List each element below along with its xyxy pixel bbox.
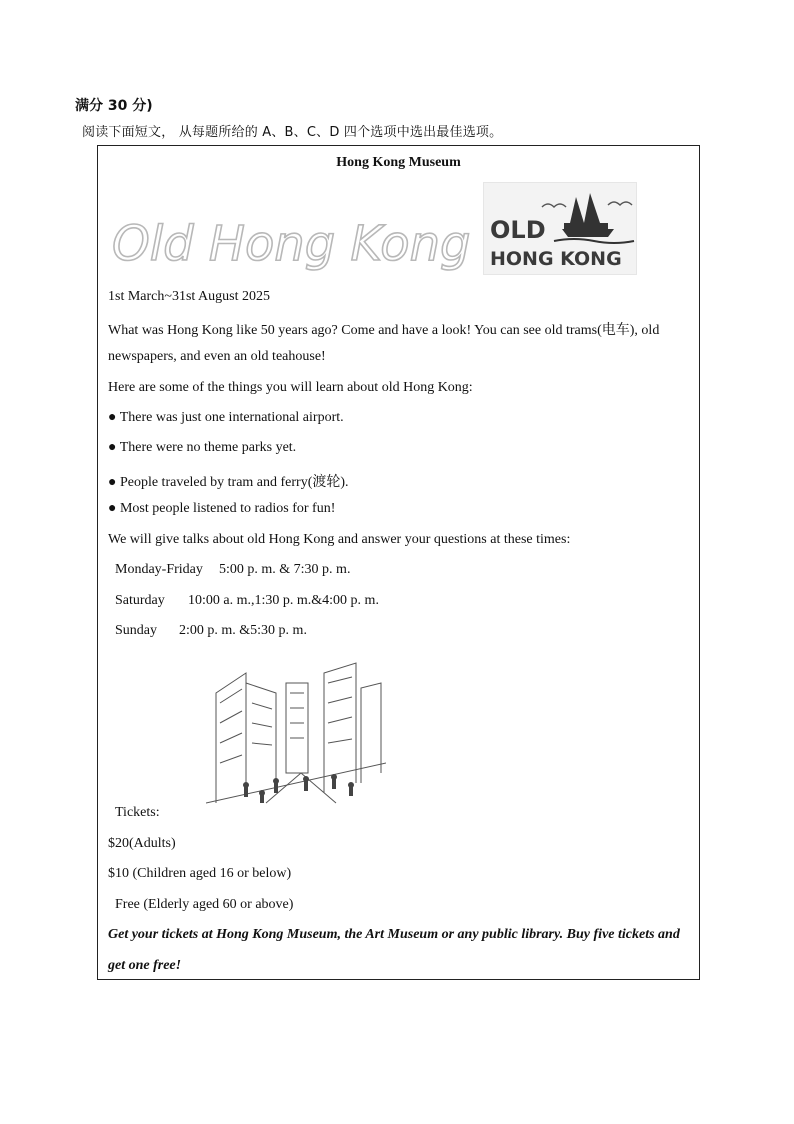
banner-text: Old Hong Kong (112, 216, 470, 272)
section-heading: 满分 30 分) (75, 98, 153, 114)
fact-item: ● People traveled by tram and ferry(渡轮). (108, 475, 349, 490)
learn-intro: Here are some of the things you will learn about old Hong Kong: (108, 380, 473, 395)
old-hong-kong-logo (483, 182, 637, 275)
schedule-row (115, 562, 350, 578)
schedule-times: 2:00 p. m. &5:30 p. m. (179, 623, 307, 638)
old-street-sketch (206, 653, 386, 805)
schedule-row (115, 593, 379, 609)
ticket-note-line-1: Get your tickets at Hong Kong Museum, the Art Museum or any public library. Buy five tickets and (108, 927, 680, 942)
price-item: $10 (Children aged 16 or below) (108, 866, 292, 881)
price-item: Free (Elderly aged 60 or above) (115, 897, 294, 912)
schedule-day: Sunday (115, 623, 157, 638)
ad-dates: 1st March~31st August 2025 (108, 289, 270, 304)
schedule-row (115, 623, 307, 639)
old-hong-kong-banner (110, 208, 470, 278)
logo-line2: HONG KONG (490, 248, 622, 270)
junk-boat-icon (484, 183, 636, 274)
fact-item: ● Most people listened to radios for fun! (108, 501, 336, 516)
schedule-day: Saturday (115, 593, 165, 608)
logo-line1: OLD (490, 216, 546, 244)
intro-line-2: newspapers, and even an old teahouse! (108, 349, 326, 364)
ticket-note-line-2: get one free! (108, 958, 182, 973)
instruction-text: 阅读下面短文， 从每题所给的 A、B、C、D 四个选项中选出最佳选项。 (82, 125, 503, 140)
schedule-times: 5:00 p. m. & 7:30 p. m. (219, 562, 351, 577)
ad-title: Hong Kong Museum (336, 155, 461, 170)
fact-item: ● There was just one international airport. (108, 410, 344, 425)
fact-item: ● There were no theme parks yet. (108, 440, 297, 455)
price-item: $20(Adults) (108, 836, 176, 851)
schedule-times: 10:00 a. m.,1:30 p. m.&4:00 p. m. (188, 593, 379, 608)
talks-intro: We will give talks about old Hong Kong and answer your questions at these times: (108, 532, 571, 547)
tickets-label: Tickets: (115, 805, 160, 820)
advertisement-box (97, 145, 700, 980)
schedule-day: Monday-Friday (115, 562, 203, 577)
intro-line-1: What was Hong Kong like 50 years ago? Come and have a look! You can see old trams(电车), old (108, 323, 660, 338)
